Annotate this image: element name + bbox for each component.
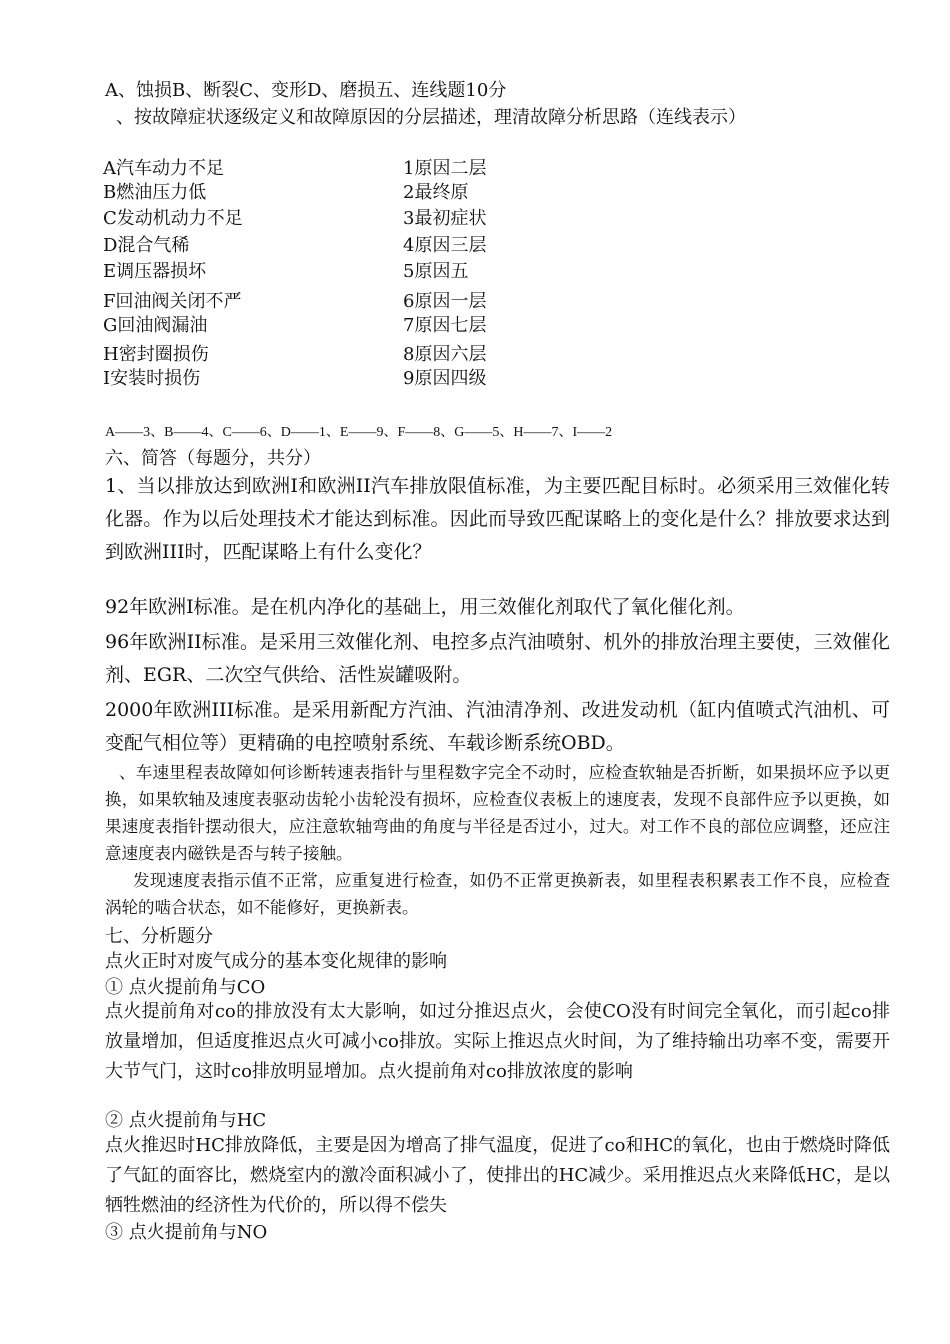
match-left-item: G回油阀漏油 <box>103 315 208 336</box>
match-right-item: 7原因七层 <box>403 315 487 336</box>
match-left-item: H密封圈损伤 <box>103 344 209 365</box>
match-right-item: 5原因五 <box>403 261 469 282</box>
answer-euro1: 92年欧洲I标准。是在机内净化的基础上，用三效催化剂取代了氧化催化剂。 <box>105 596 745 618</box>
match-right-item: 9原因四级 <box>403 368 487 389</box>
section7-subtitle: 点火正时对废气成分的基本变化规律的影响 <box>105 951 447 972</box>
paragraph-co: 点火提前角对co的排放没有太大影响，如过分推迟点火，会使CO没有时间完全氧化，而引起co排放量增加，但适度推迟点火可减小co排放。实际上推迟点火时间，为了维持输出功率不变，需要开大节气门，这时co排放明显增加。点火提前角对co排放浓度的影响 <box>105 1001 890 1082</box>
match-right-item: 8原因六层 <box>403 344 487 365</box>
paragraph-hc: 点火推迟时HC排放降低，主要是因为增高了排气温度，促进了co和HC的氧化，也由于燃烧时降低了气缸的面容比，燃烧室内的激冷面积减小了，使排出的HC减少。采用推迟点火来降低HC，是以牺牲燃油的经济性为代价的，所以得不偿失 <box>105 1135 890 1216</box>
match-left-item: B燃油压力低 <box>103 182 207 203</box>
match-right-item: 6原因一层 <box>403 291 487 312</box>
options-line: A、蚀损B、断裂C、变形D、磨损五、连线题10分 <box>105 80 507 101</box>
match-right-item: 1原因二层 <box>403 158 487 179</box>
answer-euro2: 96年欧洲II标准。是采用三效催化剂、电控多点汽油喷射、机外的排放治理主要使，三效催化剂、EGR、二次空气供给、活性炭罐吸附。 <box>105 631 890 686</box>
match-left-item: C发动机动力不足 <box>103 208 243 229</box>
heading-hc: ② 点火提前角与HC <box>105 1110 267 1131</box>
match-right-item: 2最终原 <box>403 182 469 203</box>
matching-instruction: 、按故障症状逐级定义和故障原因的分层描述，理清故障分析思路（连线表示） <box>116 107 746 128</box>
match-answer: A——3、B——4、C——6、D——1、E——9、F——8、G——5、H——7、I——2 <box>105 425 613 440</box>
section7-title: 七、分析题分 <box>105 926 213 947</box>
heading-co: ① 点火提前角与CO <box>105 977 266 998</box>
match-left-item: F回油阀关闭不严 <box>103 291 242 312</box>
match-right-item: 3最初症状 <box>403 208 487 229</box>
match-left-item: D混合气稀 <box>103 235 190 256</box>
match-right-item: 4原因三层 <box>403 235 487 256</box>
heading-no: ③ 点火提前角与NO <box>105 1222 268 1243</box>
question-2: 、车速里程表故障如何诊断转速表指针与里程数字完全不动时，应检查软轴是否折断，如果损坏应予以更换，如果软轴及速度表驱动齿轮小齿轮没有损坏，应检查仪表板上的速度表，发现不良部件应予以更换，如果速度表指针摆动很大，应注意软轴弯曲的角度与半径是否过小，过大。对工作不良的部位应调整，还应注意速度表内磁铁是否与转子接触。 <box>105 763 890 863</box>
question-1: 1、当以排放达到欧洲I和欧洲II汽车排放限值标准，为主要匹配目标时。必须采用三效催化转化器。作为以后处理技术才能达到标准。因此而导致匹配谋略上的变化是什么？排放要求达到到欧洲III时，匹配谋略上有什么变化？ <box>105 475 890 563</box>
answer-euro3: 2000年欧洲III标准。是采用新配方汽油、汽油清净剂、改进发动机（缸内值喷式汽油机、可变配气相位等）更精确的电控喷射系统、车载诊断系统OBD。 <box>105 699 890 754</box>
question-2-continued: 发现速度表指示值不正常，应重复进行检查，如仍不正常更换新表，如里程表积累表工作不良，应检查涡轮的啮合状态，如不能修好，更换新表。 <box>105 871 890 917</box>
match-left-item: A汽车动力不足 <box>103 158 224 179</box>
match-left-item: I安装时损伤 <box>103 368 201 389</box>
match-left-item: E调压器损坏 <box>103 261 207 282</box>
section6-title: 六、简答（每题分，共分） <box>105 448 321 469</box>
